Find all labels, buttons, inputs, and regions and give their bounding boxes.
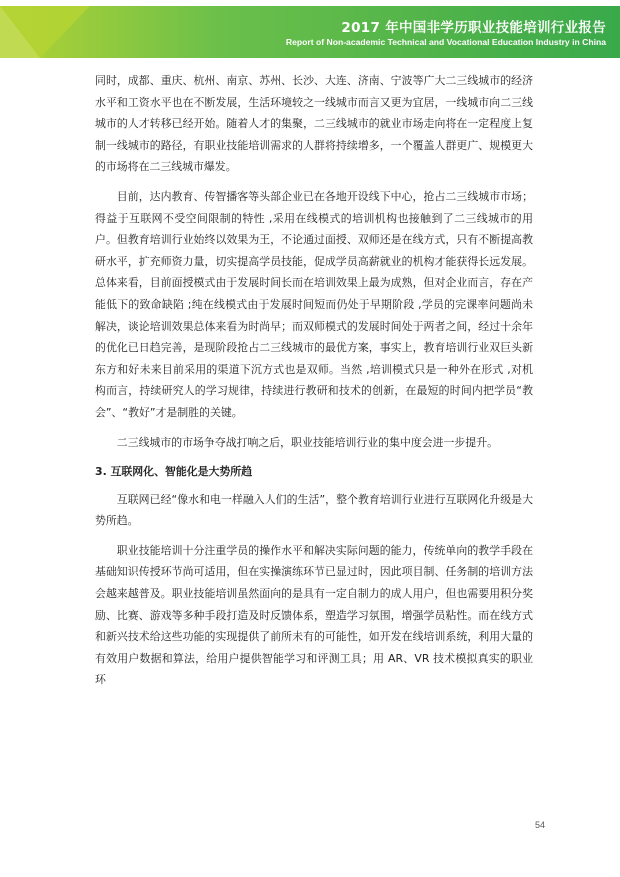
- section-heading: 3. 互联网化、智能化是大势所趋: [95, 465, 253, 479]
- report-header-banner: [0, 6, 620, 58]
- report-subtitle: Report of Non-academic Technical and Vocational Education Industry in China: [285, 37, 606, 47]
- paragraph-industry-concentration: 二三线城市的市场争夺战打响之后，职业技能培训行业的集中度会进一步提升。: [116, 435, 498, 449]
- page-number: 54: [534, 820, 545, 830]
- paragraph-city-development: 同时，成都、重庆、杭州、南京、苏州、长沙、大连、济南、宁波等广大二三线城市的经济水平和工资水平也在不断发展，生活环境较之一线城市而言又更为宜居，一线城市向二三线城市的人才转移已经开始。随着人才的集聚，二三线城市的就业市场走向将在一定程度上复制一线城市的路径，有职业技能培训需求的人群将持续增多，一个覆盖人群更广、规模更大的市场将在二三线城市爆发。: [95, 74, 533, 174]
- page-body: [95, 70, 533, 699]
- paragraph-market-competition: 目前，达内教育、传智播客等头部企业已在各地开设线下中心，抢占二三线城市市场；得益于互联网不受空间限制的特性 ,采用在线模式的培训机构也接触到了二三线城市的用户。但教育培训行业始终以效果为王，不论通过面授、双师还是在线方式，只有不断提高教研水平，扩充师资力量，切实提高学员技能，促成学员高薪就业的机构才能获得长远发展。总体来看，目前面授模式由于发展时间长而在培训效果上最为成熟，但对企业而言，存在产能低下的致命缺陷 ;纯在线模式由于发展时间短而仍处于早期阶段 ,学员的完课率问题尚未解决，谈论培训效果总体来看为时尚早；而双师模式的发展时间处于两者之间，经过十余年的优化已日趋完善，是现阶段抢占二三线城市的最优方案，事实上，教育培训行业双巨头新东方和好未来目前采用的渠道下沉方式也是双师。当然 ,培训模式只是一种外在形式 ,对机构而言，持续研究人的学习规律，持续进行教研和技术的创新，在最短的时间内把学员“教会”、“教好”才是制胜的关键。: [95, 189, 533, 419]
- paragraph-skill-training: 职业技能培训十分注重学员的操作水平和解决实际问题的能力，传统单向的教学手段在基础知识传授环节尚可适用，但在实操演练环节已显过时，因此项目制、任务制的培训方法会越来越普及。职业技能培训虽然面向的是具有一定自制力的成人用户，但也需要用积分奖励、比赛、游戏等多种手段打造及时反馈体系，塑造学习氛围，增强学员粘性。而在线方式和新兴技术给这些功能的实现提供了前所未有的可能性，如开发在线培训系统，利用大量的有效用户数据和算法，给用户提供智能学习和评测工具；用 AR、VR 技术模拟真实的职业环: [95, 543, 533, 687]
- paragraph-internet-trend: 互联网已经“像水和电一样融入人们的生活”，整个教育培训行业进行互联网化升级是大势所趋。: [95, 492, 533, 528]
- report-title: 2017 年中国非学历职业技能培训行业报告: [341, 20, 606, 36]
